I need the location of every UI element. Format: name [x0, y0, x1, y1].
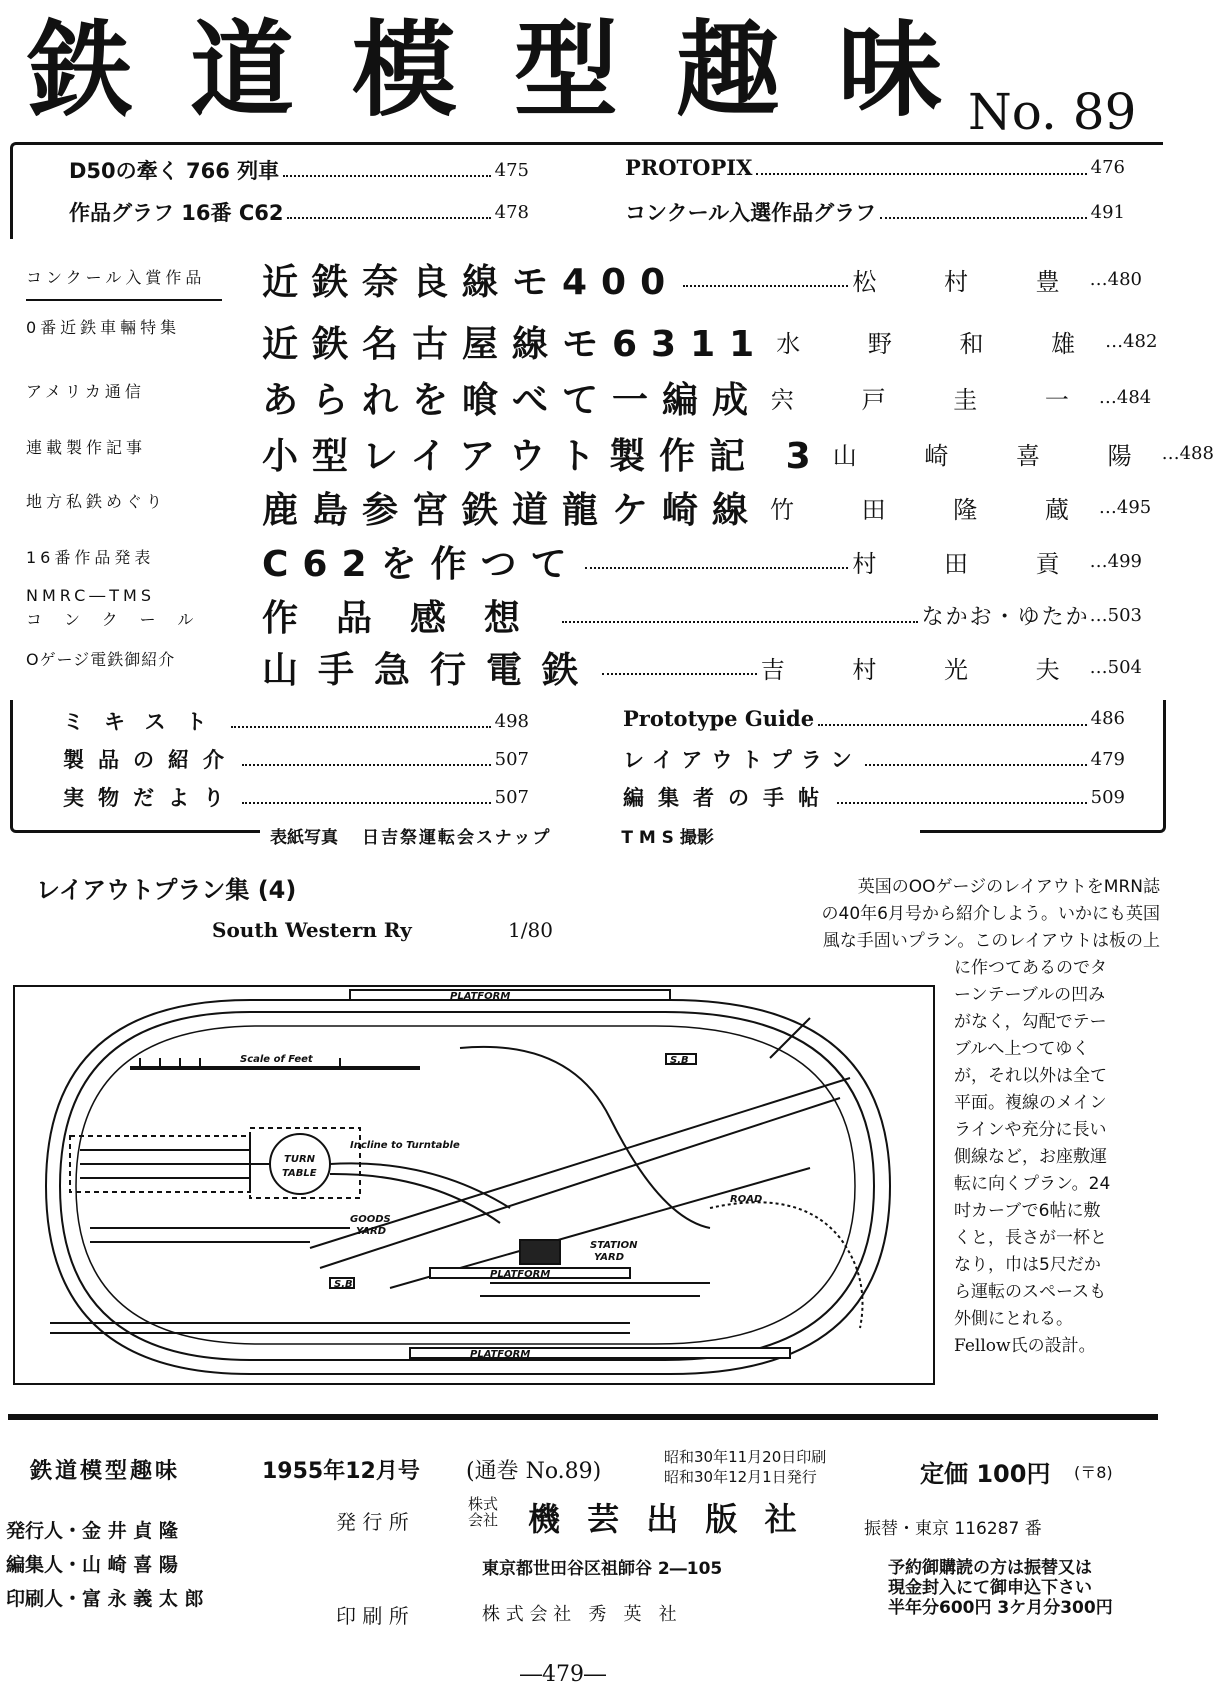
description-line: がなく，勾配でテー — [954, 1012, 1107, 1032]
toc-item[interactable]: Prototype Guide 486 — [623, 706, 1125, 731]
station-sidings — [480, 1283, 710, 1296]
label-scale-of-feet: Scale of Feet — [240, 1054, 313, 1065]
feature-category: 0番近鉄車輛特集 — [26, 318, 181, 337]
colophon-issue-date: 1955年12月号 — [262, 1459, 420, 1484]
toc-item[interactable]: ミキスト 498 — [63, 710, 529, 734]
description-line: 側線など，お座敷運 — [954, 1147, 1107, 1167]
colophon-publisher-person: 発行人・金 井 貞 隆 — [6, 1520, 178, 1542]
layout-plan-heading: レイアウトプラン集 (4) — [36, 876, 297, 904]
layout-plan-description — [700, 874, 1160, 1360]
label-goods-yard: YARD — [356, 1226, 387, 1237]
description-line: が，それ以外は全て — [954, 1066, 1107, 1086]
description-line: の40年6月号から紹介しよう。いかにも英国 — [821, 904, 1160, 924]
description-line: に作つてあるのでタ — [954, 958, 1107, 978]
colophon-rule — [8, 1414, 1158, 1420]
description-line: なり，巾は5尺だか — [954, 1255, 1101, 1275]
feature-item[interactable]: 近鉄奈良線モ400 松 村 豊 … 480 — [262, 262, 1142, 303]
label-platform-mid: PLATFORM — [490, 1269, 551, 1280]
description-line: 吋カーブで6帖に敷 — [954, 1201, 1101, 1221]
colophon-volume: (通巻 No.89) — [466, 1459, 602, 1484]
category-rule — [26, 299, 222, 301]
label-goods: GOODS — [350, 1214, 391, 1225]
masthead-title: 鉄道模型趣味 — [28, 9, 1001, 131]
feature-item[interactable]: 作品感想 なかお・ゆたか … 503 — [262, 598, 1142, 639]
toc-bottom-box — [10, 700, 1166, 833]
colophon-price: 定価 100円 — [920, 1460, 1051, 1488]
description-line: ラインや充分に長い — [954, 1120, 1107, 1140]
feature-item[interactable]: 鹿島参宮鉄道龍ケ崎線 竹 田 隆 蔵 … 495 — [262, 490, 1152, 531]
toc-item[interactable]: 作品グラフ 16番 C62 478 — [69, 201, 529, 225]
description-line: 平面。複線のメイン — [954, 1093, 1107, 1113]
colophon-printer-person: 印刷人・富 永 義 太 郎 — [6, 1588, 204, 1610]
label-sb-1: S.B — [334, 1279, 353, 1290]
feature-item[interactable]: 小型レイアウト製作記 3 山 崎 喜 陽 … 488 — [262, 436, 1214, 477]
colophon-postage: (〒8) — [1074, 1463, 1113, 1482]
colophon-transfer: 振替・東京 116287 番 — [864, 1519, 1042, 1539]
description-line: 英国のOOゲージのレイアウトをMRN誌 — [857, 877, 1160, 897]
label-station: STATION — [590, 1240, 638, 1251]
platform-roads — [50, 1323, 630, 1333]
feature-category: Oゲージ電鉄御紹介 — [26, 650, 176, 669]
toc-item[interactable]: PROTOPIX 476 — [625, 155, 1125, 180]
page-number: ―479― — [520, 1662, 606, 1687]
feature-category: NMRC―TMS — [26, 586, 155, 605]
toc-item[interactable]: D50の牽く 766 列車 475 — [69, 159, 529, 183]
colophon-printed: 昭和30年11月20日印刷 — [664, 1448, 827, 1466]
toc-item[interactable]: 製品の紹介 507 — [63, 748, 529, 772]
toc-top-box — [10, 142, 1163, 239]
description-line: 転に向くプラン。24 — [954, 1174, 1111, 1194]
description-line: くと，長さが一杯と — [954, 1228, 1107, 1248]
label-road: ROAD — [730, 1194, 763, 1205]
colophon-address: 東京都世田谷区祖師谷 2―105 — [482, 1559, 723, 1579]
colophon-printer-label: 印 刷 所 — [336, 1604, 409, 1628]
colophon-editor-person: 編集人・山 崎 喜 陽 — [6, 1554, 178, 1576]
description-line: 外側にとれる。 — [954, 1309, 1073, 1329]
feature-item[interactable]: C62を作つて 村 田 貢 … 499 — [262, 544, 1142, 585]
label-table: TABLE — [282, 1168, 317, 1179]
feature-category: アメリカ通信 — [26, 382, 145, 401]
toc-item[interactable]: 実物だより 507 — [63, 786, 529, 810]
label-platform-top: PLATFORM — [450, 991, 511, 1002]
feature-item[interactable]: 山手急行電鉄 吉 村 光 夫 … 504 — [262, 650, 1142, 691]
layout-plan-scale: 1/80 — [508, 918, 553, 942]
colophon-company-type: 株式 会社 — [468, 1495, 499, 1529]
goods-sidings — [90, 1228, 350, 1242]
feature-item[interactable]: 近鉄名古屋線モ6311 水 野 和 雄 … 482 — [262, 324, 1158, 365]
colophon-publisher: 機 芸 出 版 社 — [528, 1500, 805, 1538]
station-building — [520, 1240, 560, 1264]
label-turn: TURN — [284, 1154, 316, 1165]
shed-roads — [80, 1150, 270, 1178]
description-line: 風な手固いプラン。このレイアウトは板の上 — [822, 931, 1160, 951]
label-station-yard: YARD — [594, 1252, 625, 1263]
feature-category-line2: コンクール — [26, 610, 216, 629]
label-incline: Incline to Turntable — [350, 1140, 460, 1151]
colophon-magazine: 鉄道模型趣味 — [30, 1459, 181, 1484]
toc-item[interactable]: 編集者の手帖 509 — [623, 786, 1125, 810]
colophon-publisher-label: 発 行 所 — [336, 1510, 409, 1534]
feature-category: 地方私鉄めぐり — [26, 492, 167, 511]
toc-item[interactable]: コンクール入選作品グラフ 491 — [625, 201, 1125, 225]
colophon-order-note: 予約御購読の方は振替又は 現金封入にて御申込下さい 半年分600円 3ケ月分300円 — [888, 1558, 1113, 1618]
feature-category: 連載製作記事 — [26, 438, 147, 457]
description-line: Fellow氏の設計。 — [954, 1336, 1096, 1356]
toc-item[interactable]: レイアウトプラン 479 — [623, 748, 1125, 772]
description-line: ーンテーブルの凹み — [954, 985, 1106, 1005]
label-platform-bottom: PLATFORM — [470, 1349, 531, 1360]
cover-credit: 表紙写真 日吉祭運転会スナップ T M S 撮影 — [260, 824, 920, 846]
description-line: ブルへ上つてゆく — [954, 1039, 1090, 1059]
colophon-published: 昭和30年12月1日発行 — [664, 1468, 817, 1486]
feature-item[interactable]: あられを喰べて一編成 宍 戸 圭 一 … 484 — [262, 380, 1152, 421]
feature-category: 16番作品発表 — [26, 548, 155, 567]
layout-plan-name: South Western Ry — [212, 918, 412, 942]
issue-number: No. 89 — [968, 83, 1137, 141]
description-line: ら運転のスペースも — [954, 1282, 1107, 1302]
feature-category: コンクール入賞作品 — [26, 268, 206, 287]
label-sb-2: S.B — [670, 1055, 689, 1066]
colophon-printer: 株 式 会 社 秀 英 社 — [482, 1604, 677, 1625]
